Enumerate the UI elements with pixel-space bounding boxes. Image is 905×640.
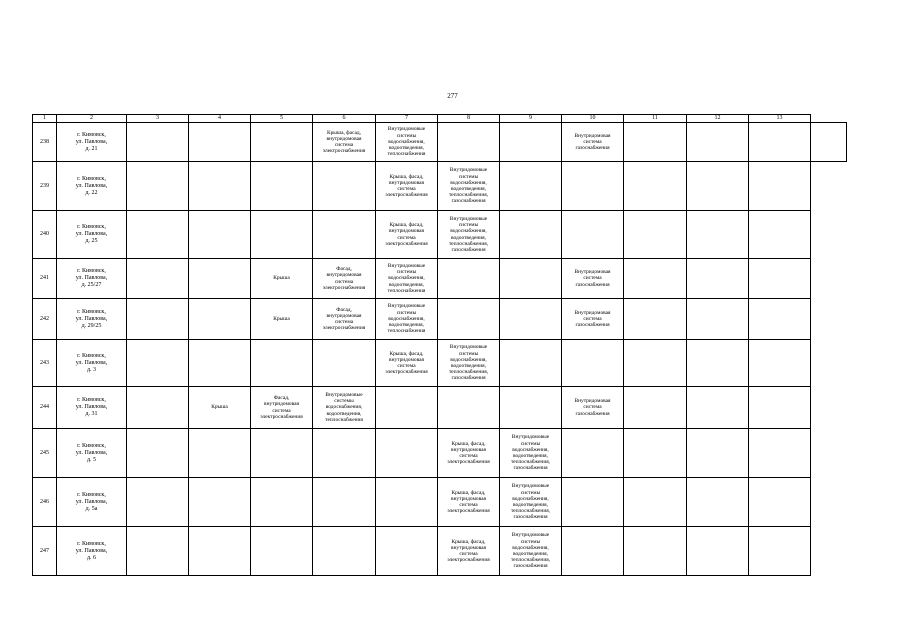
work-cell: Внутридомовые системы водоснабжения, водоотведения, теплоснабжения — [376, 259, 438, 299]
work-cell — [624, 162, 687, 211]
work-cell — [127, 340, 189, 387]
column-header: 4 — [189, 115, 251, 123]
address-cell: г. Кимовск, ул. Павлова, д. 25 — [57, 211, 127, 259]
work-cell — [500, 162, 562, 211]
table-row — [33, 162, 847, 211]
work-cell — [251, 340, 313, 387]
work-cell: Внутридомовая система газоснабжения — [562, 299, 624, 340]
row-number-cell: 239 — [33, 162, 57, 211]
work-cell — [687, 527, 749, 576]
work-cell: Внутридомовые системы водоснабжения, водоотведения, теплоснабжения, газоснабжения — [500, 429, 562, 478]
work-cell — [376, 387, 438, 429]
work-cell — [749, 527, 811, 576]
work-cell — [438, 387, 500, 429]
work-cell: Крыша — [251, 299, 313, 340]
table-row — [33, 123, 847, 162]
work-cell — [562, 478, 624, 527]
work-cell — [251, 162, 313, 211]
work-cell: Внутридомовые системы водоснабжения, водоотведения, теплоснабжения, газоснабжения — [438, 211, 500, 259]
work-cell — [313, 211, 376, 259]
work-cell — [127, 527, 189, 576]
address-cell: г. Кимовск, ул. Павлова, д. 22 — [57, 162, 127, 211]
work-cell — [313, 429, 376, 478]
work-cell — [127, 259, 189, 299]
work-cell: Крыша, фасад, внутридомовая система электроснабжения — [376, 340, 438, 387]
work-cell — [313, 340, 376, 387]
work-cell: Крыша, фасад, внутридомовая система электроснабжения — [438, 429, 500, 478]
work-cell — [313, 162, 376, 211]
work-cell — [189, 429, 251, 478]
work-cell — [189, 259, 251, 299]
column-header: 13 — [749, 115, 811, 123]
column-header: 5 — [251, 115, 313, 123]
row-number-cell: 238 — [33, 123, 57, 162]
work-cell: Внутридомовые системы водоснабжения, водоотведения, теплоснабжения, газоснабжения — [500, 527, 562, 576]
work-cell — [376, 429, 438, 478]
row-number-cell: 245 — [33, 429, 57, 478]
work-cell — [749, 429, 811, 478]
work-cell — [687, 387, 749, 429]
work-cell — [127, 478, 189, 527]
work-cell — [127, 387, 189, 429]
work-cell — [189, 340, 251, 387]
work-cell — [438, 299, 500, 340]
column-header: 6 — [313, 115, 376, 123]
column-header: 12 — [687, 115, 749, 123]
work-cell — [251, 478, 313, 527]
header-row — [33, 115, 847, 123]
work-cell — [189, 299, 251, 340]
work-cell — [251, 527, 313, 576]
work-cell — [376, 478, 438, 527]
table-row — [33, 387, 847, 429]
address-cell: г. Кимовск, ул. Павлова, д. 21 — [57, 123, 127, 162]
work-cell — [749, 259, 811, 299]
table-row — [33, 527, 847, 576]
table-row — [33, 299, 847, 340]
work-cell — [500, 259, 562, 299]
table-row — [33, 211, 847, 259]
work-cell — [624, 387, 687, 429]
work-cell — [624, 299, 687, 340]
work-cell — [500, 123, 562, 162]
row-number-cell: 246 — [33, 478, 57, 527]
work-cell — [313, 478, 376, 527]
work-cell — [687, 299, 749, 340]
work-cell — [811, 123, 847, 162]
address-cell: г. Кимовск, ул. Павлова, д. 5 — [57, 429, 127, 478]
address-cell: г. Кимовск, ул. Павлова, д. 3 — [57, 340, 127, 387]
work-cell — [624, 340, 687, 387]
work-cell — [562, 340, 624, 387]
work-cell — [687, 123, 749, 162]
work-cell: Внутридомовые системы водоснабжения, водоотведения, теплоснабжения — [313, 387, 376, 429]
column-header: 11 — [624, 115, 687, 123]
work-cell — [251, 429, 313, 478]
row-number-cell: 240 — [33, 211, 57, 259]
work-cell — [624, 527, 687, 576]
work-cell — [749, 340, 811, 387]
work-cell — [500, 340, 562, 387]
work-cell — [624, 259, 687, 299]
work-cell — [500, 211, 562, 259]
work-cell — [500, 387, 562, 429]
work-cell — [251, 123, 313, 162]
row-number-cell: 242 — [33, 299, 57, 340]
column-header: 9 — [500, 115, 562, 123]
work-cell — [438, 123, 500, 162]
capital-repair-table — [32, 114, 847, 576]
row-number-cell: 247 — [33, 527, 57, 576]
address-cell: г. Кимовск, ул. Павлова, д. 31 — [57, 387, 127, 429]
work-cell: Фасад, внутридомовая система электроснабжения — [313, 299, 376, 340]
work-cell: Внутридомовые системы водоснабжения, водоотведения, теплоснабжения, газоснабжения — [438, 340, 500, 387]
work-cell — [624, 478, 687, 527]
address-cell: г. Кимовск, ул. Павлова, д. 29/25 — [57, 299, 127, 340]
work-cell — [749, 162, 811, 211]
work-cell — [127, 211, 189, 259]
work-cell: Внутридомовые системы водоснабжения, водоотведения, теплоснабжения, газоснабжения — [438, 162, 500, 211]
work-cell: Крыша — [189, 387, 251, 429]
work-cell: Внутридомовые системы водоснабжения, водоотведения, теплоснабжения, газоснабжения — [500, 478, 562, 527]
work-cell: Крыша, фасад, внутридомовая система электроснабжения — [438, 527, 500, 576]
work-cell: Фасад, внутридомовая система электроснабжения — [313, 259, 376, 299]
work-cell: Внутридомовые системы водоснабжения, водоотведения, теплоснабжения — [376, 299, 438, 340]
row-number-cell: 241 — [33, 259, 57, 299]
work-cell — [749, 211, 811, 259]
table-row — [33, 340, 847, 387]
work-cell — [500, 299, 562, 340]
work-cell — [624, 123, 687, 162]
work-cell — [376, 527, 438, 576]
row-number-cell: 243 — [33, 340, 57, 387]
work-cell — [189, 162, 251, 211]
work-cell — [189, 123, 251, 162]
work-cell — [251, 211, 313, 259]
table-row — [33, 478, 847, 527]
work-cell — [749, 299, 811, 340]
work-cell — [687, 478, 749, 527]
work-cell — [562, 211, 624, 259]
address-cell: г. Кимовск, ул. Павлова, д. 6 — [57, 527, 127, 576]
work-cell — [189, 478, 251, 527]
column-header: 2 — [57, 115, 127, 123]
work-cell — [313, 527, 376, 576]
work-cell: Крыша, фасад, внутридомовая система электроснабжения — [376, 162, 438, 211]
work-cell — [749, 478, 811, 527]
work-cell — [687, 211, 749, 259]
table-row — [33, 259, 847, 299]
table-row — [33, 429, 847, 478]
work-cell — [687, 162, 749, 211]
work-cell: Крыша, фасад, внутридомовая система электроснабжения — [376, 211, 438, 259]
work-cell — [127, 123, 189, 162]
address-cell: г. Кимовск, ул. Павлова, д. 5а — [57, 478, 127, 527]
work-cell: Внутридомовая система газоснабжения — [562, 123, 624, 162]
work-cell — [562, 527, 624, 576]
work-cell — [624, 429, 687, 478]
work-cell — [127, 162, 189, 211]
work-cell — [687, 429, 749, 478]
work-cell: Внутридомовые системы водоснабжения, водоотведения, теплоснабжения — [376, 123, 438, 162]
work-cell — [749, 387, 811, 429]
page-number: 277 — [447, 92, 458, 100]
row-number-cell: 244 — [33, 387, 57, 429]
column-header: 7 — [376, 115, 438, 123]
work-cell — [687, 259, 749, 299]
column-header: 1 — [33, 115, 57, 123]
work-cell — [687, 340, 749, 387]
work-cell: Внутридомовая система газоснабжения — [562, 259, 624, 299]
work-cell — [127, 429, 189, 478]
work-cell — [438, 259, 500, 299]
column-header: 10 — [562, 115, 624, 123]
work-cell — [562, 162, 624, 211]
work-cell: Крыша — [251, 259, 313, 299]
work-cell: Крыша, фасад, внутридомовая система электроснабжения — [313, 123, 376, 162]
work-cell — [189, 211, 251, 259]
work-cell — [189, 527, 251, 576]
column-header: 3 — [127, 115, 189, 123]
address-cell: г. Кимовск, ул. Павлова, д. 25/27 — [57, 259, 127, 299]
work-cell: Внутридомовая система газоснабжения — [562, 387, 624, 429]
work-cell — [749, 123, 811, 162]
work-cell — [562, 429, 624, 478]
work-cell: Фасад, внутридомовая система электроснабжения — [251, 387, 313, 429]
work-cell — [127, 299, 189, 340]
column-header: 8 — [438, 115, 500, 123]
work-cell — [624, 211, 687, 259]
work-cell: Крыша, фасад, внутридомовая система электроснабжения — [438, 478, 500, 527]
